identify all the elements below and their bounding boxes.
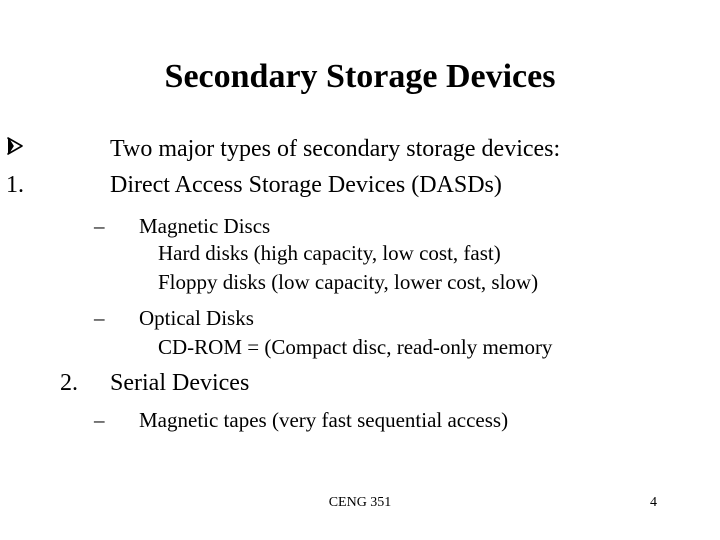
subitem-label: Magnetic Discs (139, 214, 271, 238)
subitem-label: Magnetic tapes (very fast sequential access) (139, 408, 509, 432)
item-number: 2. (60, 370, 78, 396)
footer-course: CENG 351 (328, 495, 392, 510)
item-label: Serial Devices (110, 370, 250, 396)
subitem-detail: CD-ROM = (Compact disc, read-only memory (158, 335, 553, 359)
subitem-label: Optical Disks (139, 306, 254, 330)
subitem-detail: Hard disks (high capacity, low cost, fast) (158, 241, 501, 265)
item-number: 1. (6, 172, 24, 198)
sub-dash: – (94, 306, 105, 330)
page-number: 4 (650, 495, 657, 510)
slide-title: Secondary Storage Devices (164, 58, 556, 95)
sub-dash: – (94, 214, 105, 238)
intro-text: Two major types of secondary storage devices: (110, 136, 561, 162)
arrow-bullet-icon (7, 136, 23, 161)
subitem-detail: Floppy disks (low capacity, lower cost, slow) (158, 270, 539, 294)
sub-dash: – (94, 408, 105, 432)
item-label: Direct Access Storage Devices (DASDs) (110, 172, 502, 198)
